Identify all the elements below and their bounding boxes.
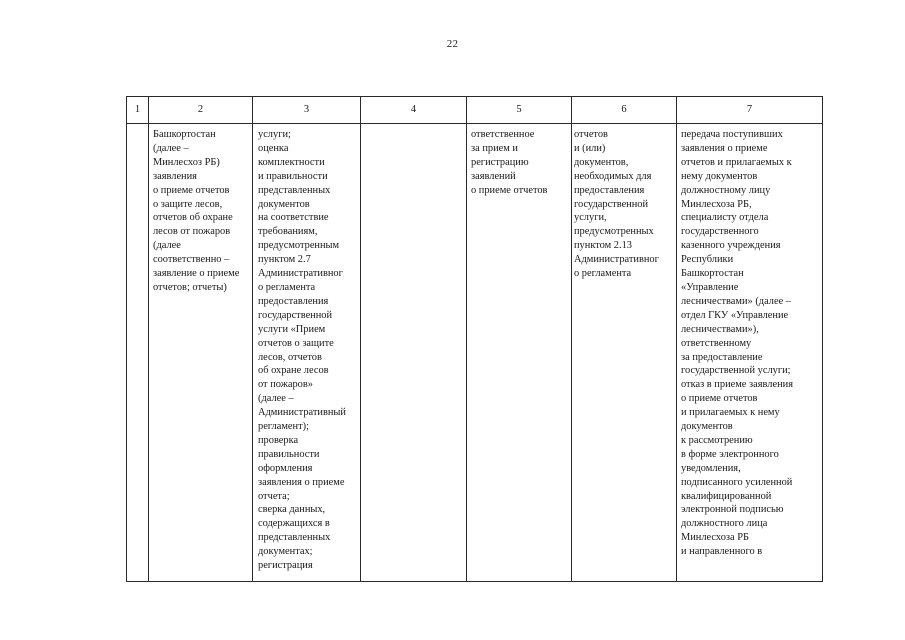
cell-text-line: Минлесхоз РБ) bbox=[153, 156, 220, 168]
header-col-3: 3 bbox=[253, 97, 361, 124]
header-col-4: 4 bbox=[361, 97, 467, 124]
cell-text-line: государственной bbox=[258, 309, 333, 321]
table-row bbox=[127, 124, 823, 582]
cell-col-4 bbox=[361, 124, 467, 582]
cell-text-line: и (или) bbox=[574, 142, 606, 154]
cell-text-line: и направленного в bbox=[681, 546, 763, 558]
cell-text-line: отдел ГКУ «Управление bbox=[681, 309, 789, 321]
header-col-7: 7 bbox=[677, 97, 823, 124]
cell-text-line: государственной услуги; bbox=[681, 365, 791, 377]
cell-text-line: должностному лицу bbox=[681, 184, 771, 196]
cell-text-line: документов, bbox=[574, 156, 629, 168]
cell-text-line: лесничествами» (далее – bbox=[681, 295, 792, 307]
cell-text-line: отчетов о защите bbox=[258, 337, 334, 349]
cell-text-line: предоставления bbox=[258, 295, 329, 307]
cell-text-line: проверка bbox=[258, 434, 299, 446]
cell-col-5 bbox=[467, 124, 572, 582]
cell-text-line: регламент); bbox=[258, 421, 309, 433]
cell-text-line: регистрацию bbox=[471, 156, 529, 168]
cell-text-line: лесов, отчетов bbox=[258, 351, 322, 363]
cell-text-line: о защите лесов, bbox=[153, 198, 223, 210]
cell-text-line: отчетов и прилагаемых к bbox=[681, 156, 792, 168]
header-col-6: 6 bbox=[572, 97, 677, 124]
cell-text-line: услуги «Прием bbox=[258, 323, 326, 335]
cell-text-line: пунктом 2.7 bbox=[258, 254, 311, 266]
cell-text-line: государственной bbox=[574, 198, 649, 210]
header-col-5: 5 bbox=[467, 97, 572, 124]
cell-text-line: об охране лесов bbox=[258, 365, 329, 377]
cell-text-line: уведомления, bbox=[681, 462, 741, 474]
cell-text-line: услуги, bbox=[574, 212, 607, 224]
cell-text-line: на соответствие bbox=[258, 212, 329, 224]
cell-text-line: комплектности bbox=[258, 156, 325, 168]
page-number: 22 bbox=[446, 38, 459, 50]
cell-text-line: передача поступивших bbox=[681, 129, 783, 140]
cell-text-line: лесничествами»), bbox=[681, 323, 759, 335]
cell-text-line: за предоставление bbox=[681, 351, 763, 363]
cell-text-line: требованиям, bbox=[258, 226, 318, 238]
cell-text-line: о регламента bbox=[258, 281, 316, 293]
cell-text-line: и правильности bbox=[258, 170, 328, 182]
cell-text-line: электронной подписью bbox=[681, 504, 784, 516]
cell-text-line: сверка данных, bbox=[258, 504, 326, 516]
cell-text-line: оценка bbox=[258, 142, 289, 154]
header-col-1: 1 bbox=[127, 97, 149, 124]
cell-text-line: (далее bbox=[153, 240, 181, 252]
cell-text-line: предусмотренным bbox=[258, 240, 340, 252]
cell-text-line: отказ в приеме заявления bbox=[681, 379, 793, 391]
cell-text-line: соответственно – bbox=[153, 254, 230, 266]
cell-text-line: казенного учреждения bbox=[681, 240, 781, 252]
cell-col-7 bbox=[677, 124, 823, 582]
cell-text-line: Административног bbox=[258, 268, 343, 280]
cell-text-line: оформления bbox=[258, 462, 313, 474]
cell-text-line: документах; bbox=[258, 546, 313, 558]
cell-text-line: отчетов bbox=[574, 129, 608, 140]
cell-text-line: о приеме отчетов bbox=[153, 184, 230, 196]
cell-text-line: услуги; bbox=[258, 129, 291, 140]
cell-text-line: Минлесхоза РБ, bbox=[681, 198, 752, 210]
cell-text-line: специалисту отдела bbox=[681, 212, 769, 224]
cell-text-line: документов bbox=[681, 421, 733, 433]
cell-text-line: ответственному bbox=[681, 337, 752, 349]
header-col-2: 2 bbox=[149, 97, 253, 124]
cell-text-line: документов bbox=[258, 198, 310, 210]
cell-text-line: в форме электронного bbox=[681, 448, 779, 460]
cell-text-line: подписанного усиленной bbox=[681, 476, 793, 488]
cell-text-line: пунктом 2.13 bbox=[574, 240, 632, 252]
cell-text-line: государственного bbox=[681, 226, 759, 238]
cell-text-line: содержащихся в bbox=[258, 518, 330, 530]
cell-text-line: Башкортостан bbox=[153, 129, 216, 140]
cell-text-line: нему документов bbox=[681, 170, 758, 182]
cell-text-line: ответственное bbox=[471, 129, 535, 140]
cell-text-line: представленных bbox=[258, 532, 331, 544]
cell-text-line: заявление о приеме bbox=[153, 268, 240, 280]
cell-text-line: (далее – bbox=[258, 393, 294, 405]
cell-text-line: квалифицированной bbox=[681, 490, 772, 502]
cell-text-line: Административног bbox=[574, 254, 659, 266]
procedure-table bbox=[126, 96, 823, 582]
cell-text-line: отчетов; отчеты) bbox=[153, 281, 227, 293]
cell-text-line: к рассмотрению bbox=[681, 434, 753, 446]
cell-text-line: Республики bbox=[681, 254, 734, 266]
cell-text-line: должностного лица bbox=[681, 518, 768, 530]
cell-text-line: заявления о приеме bbox=[681, 142, 768, 154]
cell-text-line: отчетов об охране bbox=[153, 212, 233, 224]
cell-col-1 bbox=[127, 124, 149, 582]
cell-col-2 bbox=[149, 124, 253, 582]
cell-text-line: необходимых для bbox=[574, 170, 652, 182]
table-header-row bbox=[127, 97, 823, 124]
cell-text-line: о приеме отчетов bbox=[471, 184, 548, 196]
cell-text-line: заявления о приеме bbox=[258, 476, 345, 488]
cell-text-line: правильности bbox=[258, 448, 320, 460]
cell-text-line: предусмотренных bbox=[574, 226, 654, 238]
cell-text-line: регистрация bbox=[258, 560, 313, 572]
cell-text-line: о приеме отчетов bbox=[681, 393, 758, 405]
cell-text-line: о регламента bbox=[574, 268, 632, 280]
cell-text-line: от пожаров» bbox=[258, 379, 313, 391]
cell-text-line: Минлесхоза РБ bbox=[681, 532, 749, 544]
cell-text-line: (далее – bbox=[153, 142, 189, 154]
cell-text-line: представленных bbox=[258, 184, 331, 196]
cell-col-6 bbox=[572, 124, 677, 582]
cell-text-line: заявления bbox=[153, 170, 197, 182]
cell-text-line: отчета; bbox=[258, 490, 290, 502]
cell-text-line: заявлений bbox=[471, 170, 516, 182]
cell-text-line: за прием и bbox=[471, 142, 518, 154]
cell-text-line: лесов от пожаров bbox=[153, 226, 231, 238]
cell-text-line: и прилагаемых к нему bbox=[681, 407, 780, 419]
cell-text-line: предоставления bbox=[574, 184, 645, 196]
cell-text-line: Административный bbox=[258, 407, 346, 419]
cell-text-line: «Управление bbox=[681, 281, 739, 293]
cell-col-3 bbox=[253, 124, 361, 582]
cell-text-line: Башкортостан bbox=[681, 268, 744, 280]
